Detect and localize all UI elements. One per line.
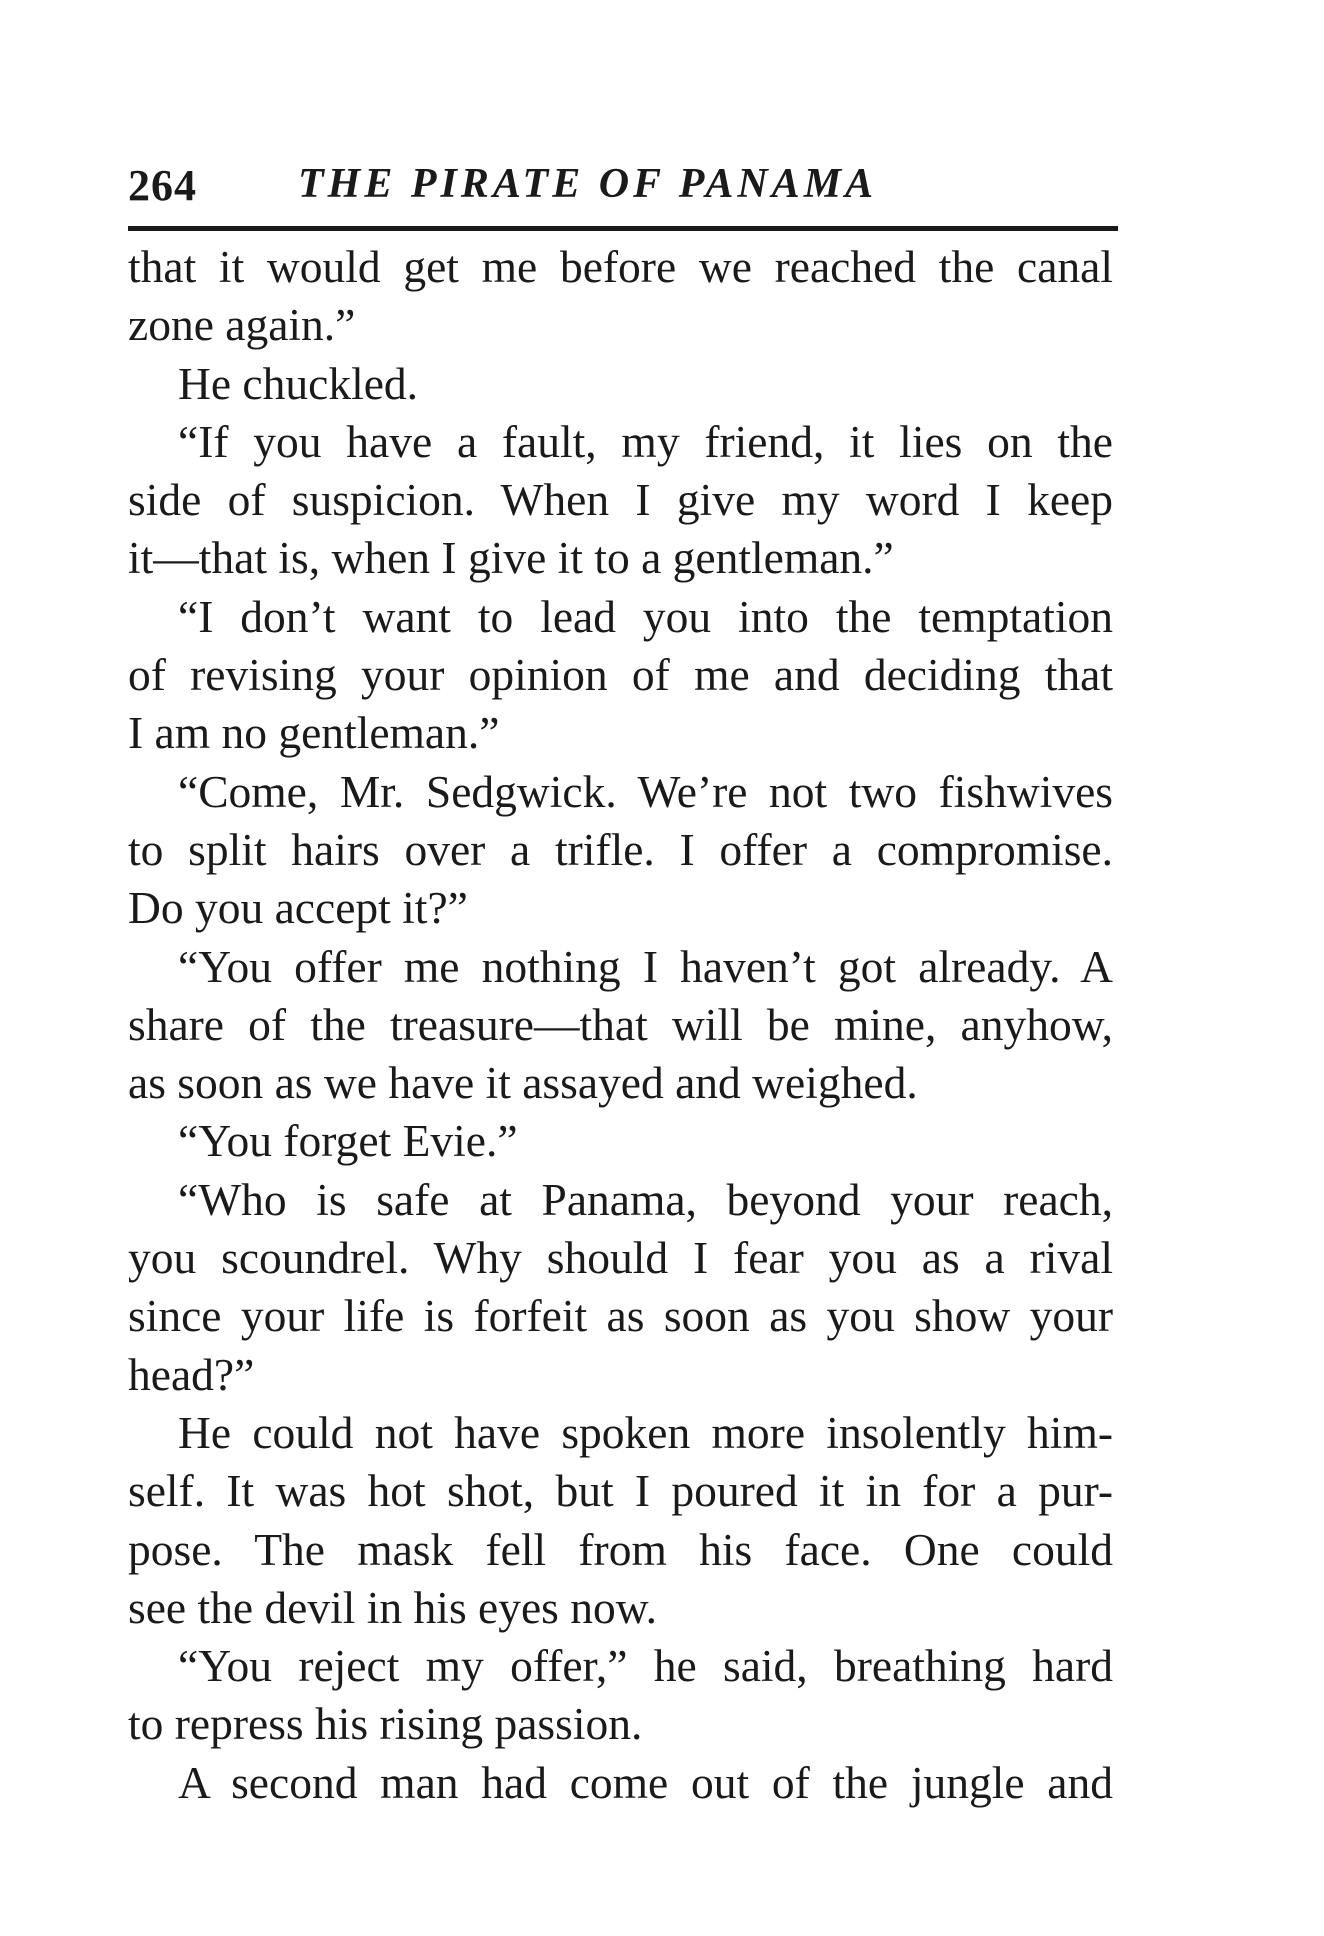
body-text — [128, 238, 1113, 1812]
page-number: 264 — [128, 161, 197, 210]
text-line: that it would get me before we reached the canal — [128, 241, 1113, 292]
text-line: as soon as we have it assayed and weighed. — [128, 1057, 918, 1109]
text-line: side of suspicion. When I give my word I keep — [128, 474, 1113, 526]
text-line: “Who is safe at Panama, beyond your reach, — [178, 1173, 1113, 1225]
text-line: Do you accept it?” — [128, 882, 468, 934]
text-line: since your life is forfeit as soon as you show your — [128, 1290, 1113, 1342]
text-line: you scoundrel. Why should I fear you as a rival — [128, 1232, 1113, 1284]
text-line: “You reject my offer,” he said, breathing hard — [178, 1640, 1113, 1692]
text-line: He chuckled. — [178, 357, 419, 409]
text-line: “You forget Evie.” — [178, 1115, 518, 1167]
text-line: self. It was hot shot, but I poured it in for a pur- — [128, 1465, 1113, 1517]
text-line: to split hairs over a trifle. I offer a compromise. — [128, 823, 1113, 875]
text-line: it—that is, when I give it to a gentleman.” — [128, 532, 894, 584]
text-line: zone again.” — [128, 299, 356, 351]
text-line: “I don’t want to lead you into the temptation — [178, 590, 1113, 642]
text-line: see the devil in his eyes now. — [128, 1581, 658, 1633]
text-line: I am no gentleman.” — [128, 707, 500, 759]
text-line: “You offer me nothing I haven’t got already. A — [178, 940, 1113, 992]
text-line: head?” — [128, 1348, 255, 1400]
text-line: to repress his rising passion. — [128, 1698, 643, 1750]
text-line: A second man had come out of the jungle and — [178, 1756, 1113, 1808]
text-line: “If you have a fault, my friend, it lies on the — [178, 415, 1113, 467]
text-line: of revising your opinion of me and deciding that — [128, 649, 1113, 701]
text-line: He could not have spoken more insolently him- — [178, 1406, 1113, 1458]
text-line: pose. The mask fell from his face. One could — [128, 1523, 1113, 1575]
book-title: THE PIRATE OF PANAMA — [298, 161, 878, 207]
text-line: share of the treasure—that will be mine, anyhow, — [128, 998, 1113, 1050]
running-head — [128, 156, 1118, 231]
text-line: “Come, Mr. Sedgwick. We’re not two fishwives — [178, 765, 1113, 817]
